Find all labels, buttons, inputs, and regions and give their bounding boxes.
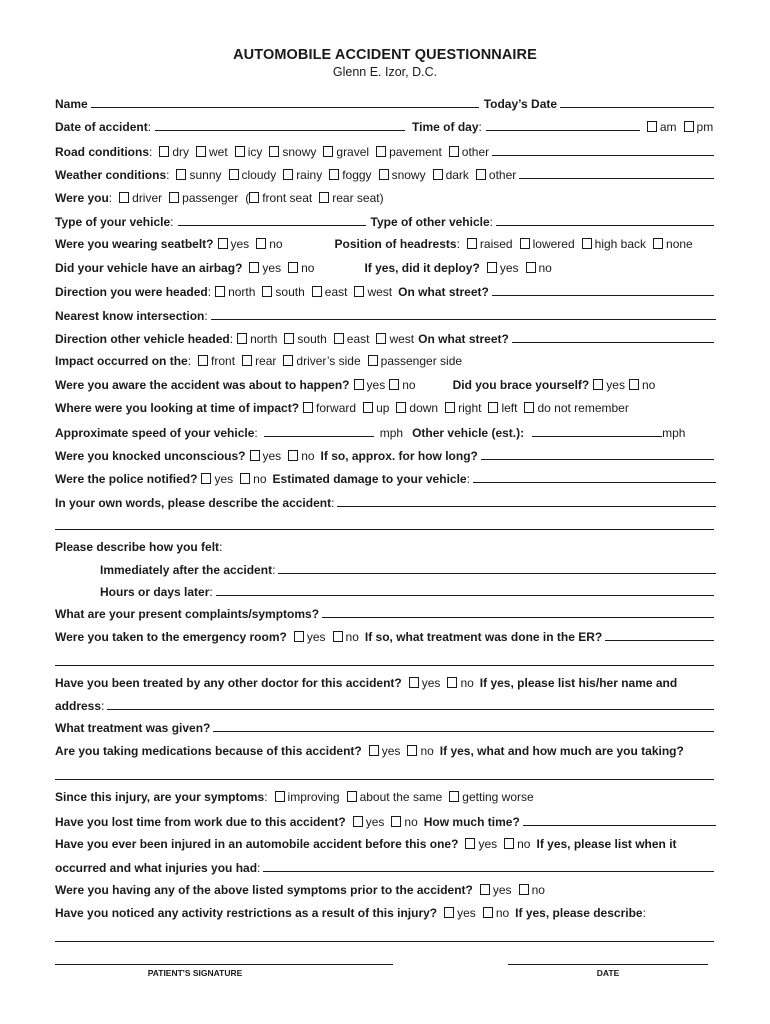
front-seat-label: front seat	[262, 191, 313, 205]
headrest-lowered-label: lowered	[532, 237, 575, 251]
pm-checkbox[interactable]	[684, 121, 694, 132]
police-no-label: no	[253, 472, 267, 486]
todays-date-label: Today’s Date	[483, 97, 558, 111]
time-of-day-label: Time of day	[412, 120, 479, 134]
lost-time-label: Have you lost time from work due to this accident?	[55, 815, 346, 829]
treatment-given-label: What treatment was given?	[55, 721, 211, 735]
occurred-label: occurred and what injuries you had	[55, 861, 258, 875]
time-of-day-input[interactable]	[486, 118, 640, 131]
date-of-accident-input[interactable]	[155, 118, 405, 131]
seat-paren: (	[245, 191, 250, 205]
passenger-label: passenger	[182, 191, 239, 205]
medications-row	[55, 743, 714, 760]
weather-other-input[interactable]	[519, 166, 714, 179]
complaints-label: What are your present complaints/symptoms?	[55, 607, 320, 621]
restrictions-no-label: no	[495, 906, 510, 920]
weather-rainy-checkbox[interactable]	[283, 169, 293, 180]
injured-before-no-label: no	[517, 837, 531, 851]
other-direction-row: Direction other vehicle headed : north south east west On what street?	[55, 330, 714, 347]
other-doctor-no-checkbox[interactable]	[447, 677, 457, 688]
dir-west-label: west	[367, 285, 393, 299]
date-signature-line[interactable]	[508, 964, 708, 965]
road-conditions-label: Road conditions	[55, 145, 149, 159]
look-down-checkbox[interactable]	[396, 402, 406, 413]
rear-seat-label: rear seat)	[332, 191, 384, 205]
police-no-checkbox[interactable]	[240, 473, 250, 484]
dir-north-checkbox[interactable]	[215, 286, 225, 297]
injured-before-label: Have you ever been injured in an automobile accident before this one?	[55, 837, 459, 851]
how-long-label: If so, approx. for how long?	[320, 449, 478, 463]
patient-signature-line[interactable]	[55, 964, 393, 965]
own-words-line-2[interactable]	[55, 529, 714, 530]
road-dry-label: dry	[172, 145, 190, 159]
driver-checkbox[interactable]	[119, 192, 129, 203]
weather-dark-label: dark	[445, 168, 469, 182]
immediately-label: Immediately after the accident	[100, 563, 273, 577]
date-of-accident-row: Date of accident : Time of day : am pm	[55, 120, 714, 134]
aware-row	[55, 377, 714, 394]
weather-foggy-checkbox[interactable]	[329, 169, 339, 180]
injured-before-yes-checkbox[interactable]	[465, 838, 475, 849]
other-doctor-label: Have you been treated by any other doctor for this accident?	[55, 676, 402, 690]
complaints-row	[55, 605, 714, 622]
seatbelt-yes-checkbox[interactable]	[218, 238, 228, 249]
driver-label: driver	[132, 191, 163, 205]
look-left-checkbox[interactable]	[488, 402, 498, 413]
look-not-remember-checkbox[interactable]	[524, 402, 534, 413]
looking-label: Where were you looking at time of impact?	[55, 401, 300, 415]
deploy-yes-label: yes	[499, 261, 519, 275]
unconscious-row	[55, 447, 714, 464]
injured-before-row	[55, 836, 714, 853]
medications-no-label: no	[420, 744, 434, 758]
own-words-input[interactable]	[337, 494, 716, 507]
other-west-label: west	[389, 332, 415, 346]
road-dry-checkbox[interactable]	[159, 146, 169, 157]
address-input[interactable]	[107, 697, 714, 710]
brace-yes-checkbox[interactable]	[593, 379, 603, 390]
look-forward-checkbox[interactable]	[303, 402, 313, 413]
occurred-row: occurred and what injuries you had :	[55, 859, 714, 876]
dir-south-label: south	[275, 285, 305, 299]
front-seat-checkbox[interactable]	[249, 192, 259, 203]
were-you-row: Were you : driver passenger ( front seat rear seat)	[55, 191, 384, 205]
immediately-input[interactable]	[278, 561, 716, 574]
road-other-checkbox[interactable]	[449, 146, 459, 157]
own-words-label: In your own words, please describe the accident	[55, 496, 332, 510]
seatbelt-yes-label: yes	[230, 237, 250, 251]
occurred-input[interactable]	[263, 859, 714, 872]
date-of-accident-label: Date of accident	[55, 120, 148, 134]
road-snowy-label: snowy	[282, 145, 317, 159]
lost-time-no-checkbox[interactable]	[391, 816, 401, 827]
other-south-label: south	[297, 332, 327, 346]
vehicle-type-input[interactable]	[178, 213, 366, 226]
weather-foggy-label: foggy	[342, 168, 372, 182]
seatbelt-label: Were you wearing seatbelt?	[55, 237, 214, 251]
name-row	[55, 95, 714, 112]
improving-checkbox[interactable]	[275, 791, 285, 802]
form-title: AUTOMOBILE ACCIDENT QUESTIONNAIRE	[233, 47, 537, 63]
dir-east-label: east	[324, 285, 348, 299]
other-west-checkbox[interactable]	[376, 333, 386, 344]
brace-no-label: no	[641, 378, 656, 392]
hours-later-input[interactable]	[216, 583, 714, 596]
aware-yes-checkbox[interactable]	[354, 379, 364, 390]
airbag-no-label: no	[301, 261, 315, 275]
other-doctor-yes-checkbox[interactable]	[409, 677, 419, 688]
er-yes-label: yes	[306, 630, 326, 644]
headrest-none-label: none	[666, 237, 693, 251]
intersection-row: Nearest know intersection :	[55, 307, 716, 324]
airbag-no-checkbox[interactable]	[288, 262, 298, 273]
weather-rainy-label: rainy	[296, 168, 323, 182]
road-other-label: other	[461, 145, 490, 159]
restrictions-label: Have you noticed any activity restrictions as a result of this injury?	[55, 906, 438, 920]
look-up-checkbox[interactable]	[363, 402, 373, 413]
medications-yes-checkbox[interactable]	[369, 745, 379, 756]
please-describe-label: If yes, please describe	[515, 906, 643, 920]
road-pavement-checkbox[interactable]	[376, 146, 386, 157]
weather-cloudy-checkbox[interactable]	[229, 169, 239, 180]
look-right-checkbox[interactable]	[445, 402, 455, 413]
deploy-yes-checkbox[interactable]	[487, 262, 497, 273]
impact-passenger-side-label: passenger side	[380, 354, 463, 368]
dir-west-checkbox[interactable]	[354, 286, 364, 297]
other-doctor-row	[55, 675, 714, 692]
aware-yes-label: yes	[366, 378, 386, 392]
how-long-input[interactable]	[481, 447, 714, 460]
other-doctor-yes-label: yes	[421, 676, 441, 690]
brace-label: Did you brace yourself?	[452, 378, 590, 392]
weather-other-checkbox[interactable]	[476, 169, 486, 180]
prior-symptoms-row	[55, 882, 714, 899]
er-no-label: no	[345, 630, 359, 644]
damage-input[interactable]	[473, 470, 716, 483]
improving-label: improving	[287, 790, 340, 804]
look-left-label: left	[501, 401, 518, 415]
restrictions-line-2[interactable]	[55, 941, 714, 942]
er-row	[55, 628, 714, 645]
weather-other-label: other	[488, 168, 517, 182]
other-vehicle-type-label: Type of other vehicle	[370, 215, 490, 229]
looking-row	[55, 400, 714, 417]
list-when-label: If yes, please list when it	[536, 837, 677, 851]
lost-time-no-label: no	[404, 815, 418, 829]
impact-rear-label: rear	[255, 354, 277, 368]
other-street-input[interactable]	[512, 330, 714, 343]
other-vehicle-type-input[interactable]	[496, 213, 714, 226]
road-gravel-label: gravel	[336, 145, 370, 159]
er-no-checkbox[interactable]	[333, 631, 343, 642]
unconscious-yes-checkbox[interactable]	[250, 450, 260, 461]
vehicle-type-row: Type of your vehicle : Type of other vehicle :	[55, 213, 714, 230]
describe-felt-row: Please describe how you felt :	[55, 540, 223, 554]
complaints-input[interactable]	[322, 605, 714, 618]
impact-passenger-side-checkbox[interactable]	[368, 355, 378, 366]
airbag-deploy-label: If yes, did it deploy?	[364, 261, 480, 275]
passenger-checkbox[interactable]	[169, 192, 179, 203]
restrictions-row: Have you noticed any activity restrictions as a result of this injury? yes no If yes, please describe :	[55, 906, 646, 920]
restrictions-yes-label: yes	[457, 906, 476, 920]
look-down-label: down	[409, 401, 439, 415]
unconscious-no-label: no	[301, 449, 315, 463]
airbag-yes-label: yes	[262, 261, 282, 275]
road-conditions-row: Road conditions : dry wet icy snowy gravel pavement other	[55, 143, 714, 160]
intersection-input[interactable]	[211, 307, 716, 320]
rear-seat-checkbox[interactable]	[319, 192, 329, 203]
weather-sunny-checkbox[interactable]	[176, 169, 186, 180]
impact-label: Impact occurred on the	[55, 354, 188, 368]
speed-label: Approximate speed of your vehicle	[55, 426, 255, 440]
treatment-given-input[interactable]	[213, 719, 714, 732]
worse-label: getting worse	[462, 790, 534, 804]
restrictions-yes-checkbox[interactable]	[444, 907, 454, 918]
police-yes-label: yes	[214, 472, 234, 486]
seatbelt-no-label: no	[269, 237, 283, 251]
other-mph-label: mph	[662, 426, 686, 440]
headrest-lowered-checkbox[interactable]	[520, 238, 530, 249]
impact-driver-side-checkbox[interactable]	[283, 355, 293, 366]
hours-later-row: Hours or days later :	[100, 583, 714, 600]
prior-symptoms-label: Were you having any of the above listed symptoms prior to the accident?	[55, 883, 473, 897]
weather-conditions-row: Weather conditions : sunny cloudy rainy foggy snowy dark other	[55, 166, 714, 183]
dir-east-checkbox[interactable]	[312, 286, 322, 297]
police-label: Were the police notified?	[55, 472, 198, 486]
other-vehicle-speed-label: Other vehicle (est.):	[412, 426, 525, 440]
other-east-label: east	[346, 332, 370, 346]
same-label: about the same	[359, 790, 443, 804]
speed-input[interactable]	[264, 424, 374, 437]
doctor-name: Glenn E. Izor, D.C.	[332, 65, 438, 79]
road-wet-label: wet	[209, 145, 228, 159]
other-north-label: north	[250, 332, 278, 346]
patient-signature-label: PATIENT'S SIGNATURE	[147, 968, 243, 978]
weather-cloudy-label: cloudy	[241, 168, 277, 182]
brace-no-checkbox[interactable]	[629, 379, 639, 390]
weather-snowy-checkbox[interactable]	[379, 169, 389, 180]
other-direction-label: Direction other vehicle headed	[55, 332, 230, 346]
medications-line-2[interactable]	[55, 779, 714, 780]
police-row: Were the police notified? yes no Estimated damage to your vehicle :	[55, 470, 716, 487]
prior-yes-checkbox[interactable]	[480, 884, 490, 895]
aware-label: Were you aware the accident was about to happen?	[55, 378, 350, 392]
intersection-label: Nearest know intersection	[55, 309, 205, 323]
look-not-remember-label: do not remember	[537, 401, 629, 415]
how-much-time-input[interactable]	[523, 813, 716, 826]
other-north-checkbox[interactable]	[237, 333, 247, 344]
prior-yes-label: yes	[492, 883, 512, 897]
list-name-label: If yes, please list his/her name and	[479, 676, 678, 690]
address-label: address	[55, 699, 102, 713]
hours-later-label: Hours or days later	[100, 585, 210, 599]
weather-conditions-label: Weather conditions	[55, 168, 167, 182]
unconscious-no-checkbox[interactable]	[288, 450, 298, 461]
own-words-row: In your own words, please describe the accident :	[55, 494, 716, 511]
seatbelt-no-checkbox[interactable]	[256, 238, 266, 249]
injured-before-no-checkbox[interactable]	[504, 838, 514, 849]
police-yes-checkbox[interactable]	[201, 473, 211, 484]
lost-time-yes-label: yes	[365, 815, 385, 829]
street-input[interactable]	[492, 283, 714, 296]
look-right-label: right	[458, 401, 482, 415]
headrest-raised-checkbox[interactable]	[467, 238, 477, 249]
dir-south-checkbox[interactable]	[262, 286, 272, 297]
weather-dark-checkbox[interactable]	[433, 169, 443, 180]
date-signature-label: DATE	[596, 968, 620, 978]
look-up-label: up	[376, 401, 390, 415]
impact-front-label: front	[211, 354, 236, 368]
address-row: address :	[55, 697, 714, 714]
todays-date-input[interactable]	[560, 95, 714, 108]
road-other-input[interactable]	[492, 143, 714, 156]
headrest-raised-label: raised	[479, 237, 513, 251]
medications-label: Are you taking medications because of this accident?	[55, 744, 362, 758]
airbag-yes-checkbox[interactable]	[249, 262, 259, 273]
er-treatment-line-2[interactable]	[55, 665, 714, 666]
same-checkbox[interactable]	[347, 791, 357, 802]
dir-north-label: north	[228, 285, 256, 299]
er-label: Were you taken to the emergency room?	[55, 630, 287, 644]
impact-rear-checkbox[interactable]	[242, 355, 252, 366]
weather-snowy-label: snowy	[391, 168, 426, 182]
name-label: Name	[55, 97, 88, 111]
lost-time-row	[55, 813, 716, 830]
other-south-checkbox[interactable]	[284, 333, 294, 344]
speed-row: Approximate speed of your vehicle : mph Other vehicle (est.): mph	[55, 426, 686, 440]
prior-no-checkbox[interactable]	[519, 884, 529, 895]
since-injury-row: Since this injury, are your symptoms : improving about the same getting worse	[55, 790, 534, 804]
medications-no-checkbox[interactable]	[407, 745, 417, 756]
other-doctor-no-label: no	[460, 676, 474, 690]
aware-no-checkbox[interactable]	[389, 379, 399, 390]
am-label: am	[659, 120, 677, 134]
road-wet-checkbox[interactable]	[196, 146, 206, 157]
impact-driver-side-label: driver’s side	[296, 354, 361, 368]
damage-label: Estimated damage to your vehicle	[272, 472, 467, 486]
headrest-high-back-label: high back	[594, 237, 647, 251]
er-yes-checkbox[interactable]	[294, 631, 304, 642]
er-treatment-label: If so, what treatment was done in the ER?	[364, 630, 603, 644]
airbag-row	[55, 260, 714, 277]
other-street-label: On what street?	[418, 332, 509, 346]
other-vehicle-speed-input[interactable]	[532, 424, 662, 437]
headrest-high-back-checkbox[interactable]	[582, 238, 592, 249]
street-label: On what street?	[398, 285, 489, 299]
deploy-no-label: no	[538, 261, 552, 275]
worse-checkbox[interactable]	[449, 791, 459, 802]
vehicle-type-label: Type of your vehicle	[55, 215, 171, 229]
unconscious-label: Were you knocked unconscious?	[55, 449, 246, 463]
seatbelt-row: Were you wearing seatbelt? yes no Position of headrests : raised lowered high back none	[55, 237, 693, 251]
treatment-given-row	[55, 719, 714, 736]
road-icy-label: icy	[247, 145, 263, 159]
describe-felt-label: Please describe how you felt	[55, 540, 220, 554]
medications-yes-label: yes	[381, 744, 401, 758]
lost-time-yes-checkbox[interactable]	[353, 816, 363, 827]
airbag-label: Did your vehicle have an airbag?	[55, 261, 243, 275]
speed-mph-label: mph	[379, 426, 404, 440]
how-much-time-label: How much time?	[423, 815, 520, 829]
injured-before-yes-label: yes	[478, 837, 498, 851]
road-gravel-checkbox[interactable]	[323, 146, 333, 157]
er-treatment-input[interactable]	[605, 628, 714, 641]
name-input[interactable]	[91, 95, 479, 108]
brace-yes-label: yes	[606, 378, 625, 392]
road-pavement-label: pavement	[389, 145, 442, 159]
aware-no-label: no	[402, 378, 416, 392]
look-forward-label: forward	[316, 401, 357, 415]
since-injury-label: Since this injury, are your symptoms	[55, 790, 265, 804]
unconscious-yes-label: yes	[262, 449, 282, 463]
direction-row: Direction you were headed : north south east west On what street?	[55, 283, 714, 300]
how-much-label: If yes, what and how much are you taking?	[439, 744, 684, 758]
other-east-checkbox[interactable]	[334, 333, 344, 344]
pm-label: pm	[696, 120, 714, 134]
prior-no-label: no	[531, 883, 545, 897]
weather-sunny-label: sunny	[189, 168, 222, 182]
road-snowy-checkbox[interactable]	[269, 146, 279, 157]
impact-row: Impact occurred on the : front rear driver’s side passenger side	[55, 354, 463, 368]
impact-front-checkbox[interactable]	[198, 355, 208, 366]
restrictions-no-checkbox[interactable]	[483, 907, 493, 918]
road-icy-checkbox[interactable]	[235, 146, 245, 157]
headrest-none-checkbox[interactable]	[653, 238, 663, 249]
headrests-label: Position of headrests	[334, 237, 457, 251]
direction-label: Direction you were headed	[55, 285, 208, 299]
immediately-row: Immediately after the accident :	[100, 561, 716, 578]
am-checkbox[interactable]	[647, 121, 657, 132]
were-you-label: Were you	[55, 191, 109, 205]
deploy-no-checkbox[interactable]	[526, 262, 536, 273]
